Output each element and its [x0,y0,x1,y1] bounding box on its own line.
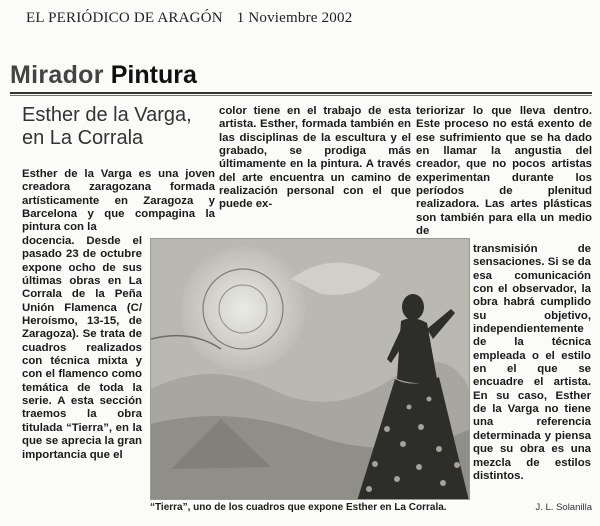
painting-photo [150,238,470,500]
article-column-3-top: teriorizar lo que lleva dentro. Este proceso no está exento de ese sufrimiento que se ha dado en llamar la angustia del creador, que no pocos artistas experimentan durante los períodos de plenitud realizadora. Las artes plásticas son también para ella un medio de [416,105,592,238]
section-tab: Mirador [10,61,104,89]
section-rule [10,92,592,94]
publication-date: 1 Noviembre 2002 [236,10,353,26]
newspaper-name: EL PERIÓDICO DE ARAGÓN [26,10,223,26]
masthead [26,10,586,27]
article-column-2: color tiene en el trabajo de esta artista. Esther, formada también en las disciplinas de la escultura y el grabado, se prodiga más últimamente en la pintura. A través del arte encuentra un camino de realización personal con el que puede ex- [219,105,411,211]
article-column-3-bottom: transmisión de sensaciones. Si se da esa comunicación con el observador, la obra habrá cumplido su objetivo, independientemente de la técnica empleada o el estilo en el que se encuadre el artista. En su caso, Esther de la Varga no tiene una referencia determinada y piensa que su obra es una mezcla de estilos distintos. [473,243,591,482]
article-headline: Esther de la Varga, en La Corrala [22,104,192,149]
article-column-1-top: Esther de la Varga es una joven creadora zaragozana formada artísticamente en Zaragoza y Barcelona y que compagina la pintura con la [22,168,215,234]
painting-illustration [151,239,470,500]
article-column-1-bottom: docencia. Desde el pasado 23 de octubre expone ocho de sus últimas obras en La Corrala de la Peña Unión Flamenca (C/ Heroísmo, 13-15, de Zaragoza). Se trata de cuadros realizados con técnica mixta y con el flamenco como temática de toda la serie. A esta sección traemos la obra titulada “Tierra”, en la que se aprecia la gran importancia que el [22,235,142,461]
section-header [10,60,588,90]
section-rule-thin [10,95,592,96]
photo-caption: “Tierra”, uno de los cuadros que expone Esther en La Corrala. [150,502,447,513]
section-topic: Pintura [110,61,197,89]
byline: J. L. Solanilla [535,502,592,513]
